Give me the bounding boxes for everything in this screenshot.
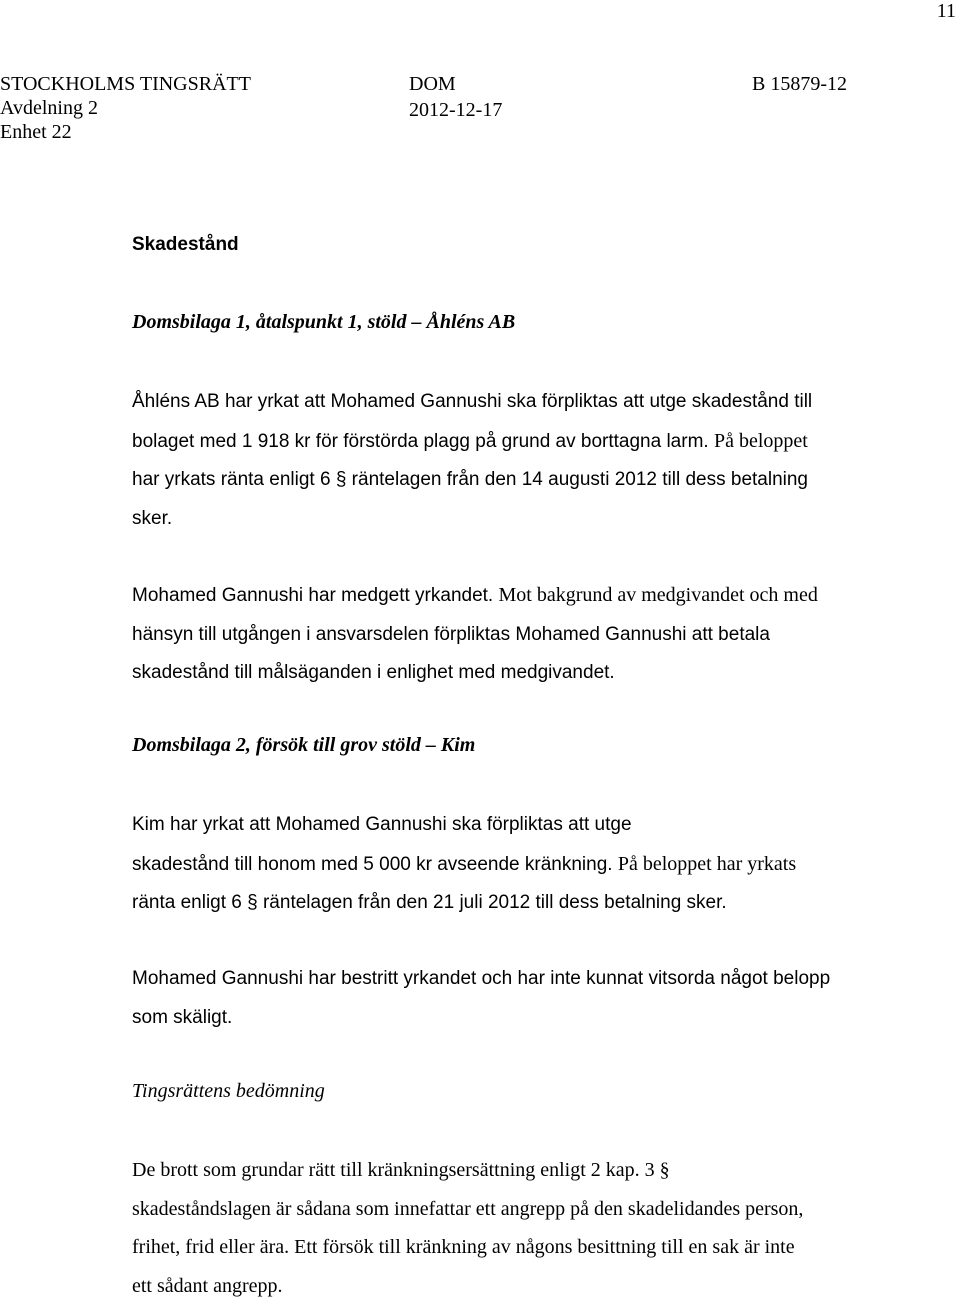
paragraph-line: skadeståndslagen är sådana som innefattar ett angrepp på den skadelidandes person, bbox=[132, 1197, 804, 1220]
document-date: 2012-12-17 bbox=[409, 99, 503, 121]
paragraph-line: Kim har yrkat att Mohamed Gannushi ska förpliktas att utge bbox=[132, 814, 632, 835]
section-title: Skadestånd bbox=[132, 234, 239, 255]
paragraph-line: frihet, frid eller ära. Ett försök till kränkning av någons besittning till en sak är inte bbox=[132, 1236, 795, 1259]
subheading-annex-2: Domsbilaga 2, försök till grov stöld – Kim bbox=[132, 734, 476, 756]
paragraph-line: bolaget med 1 918 kr för förstörda plagg på grund av borttagna larm. På beloppet bbox=[132, 429, 808, 452]
paragraph-line: Mohamed Gannushi har medgett yrkandet. Mot bakgrund av medgivandet och med bbox=[132, 584, 818, 606]
paragraph-claim-kim bbox=[132, 806, 796, 923]
paragraph-line: sker. bbox=[132, 507, 173, 529]
subheading-court-assessment: Tingsrättens bedömning bbox=[132, 1080, 325, 1102]
paragraph-line: som skäligt. bbox=[132, 1006, 233, 1028]
paragraph-dispute bbox=[132, 960, 830, 1037]
court-name: STOCKHOLMS TINGSRÄTT bbox=[0, 73, 251, 95]
paragraph-line: skadestånd till honom med 5 000 kr avseende kränkning. På beloppet har yrkats bbox=[132, 852, 797, 875]
department: Avdelning 2 bbox=[0, 97, 98, 119]
unit: Enhet 22 bbox=[0, 121, 72, 143]
paragraph-assessment bbox=[132, 1151, 803, 1305]
document-type: DOM bbox=[409, 73, 456, 95]
paragraph-line: Mohamed Gannushi har bestritt yrkandet och har inte kunnat vitsorda något belopp bbox=[132, 968, 831, 989]
paragraph-line: ränta enligt 6 § räntelagen från den 21 juli 2012 till dess betalning sker. bbox=[132, 892, 727, 914]
paragraph-admission bbox=[132, 576, 818, 693]
paragraph-line: har yrkats ränta enligt 6 § räntelagen från den 14 augusti 2012 till dess betalning bbox=[132, 469, 809, 491]
paragraph-claim-ahlens bbox=[132, 383, 812, 538]
subheading-annex-1: Domsbilaga 1, åtalspunkt 1, stöld – Åhléns AB bbox=[132, 311, 516, 333]
paragraph-line: ett sådant angrepp. bbox=[132, 1274, 283, 1297]
paragraph-line: skadestånd till målsäganden i enlighet med medgivandet. bbox=[132, 662, 615, 684]
paragraph-line: De brott som grundar rätt till kränkningsersättning enligt 2 kap. 3 § bbox=[132, 1159, 670, 1181]
paragraph-line: Åhléns AB har yrkat att Mohamed Gannushi ska förpliktas att utge skadestånd till bbox=[132, 391, 813, 412]
paragraph-line: hänsyn till utgången i ansvarsdelen förpliktas Mohamed Gannushi att betala bbox=[132, 623, 770, 645]
page-number: 11 bbox=[936, 0, 956, 22]
case-number: B 15879-12 bbox=[752, 73, 847, 95]
